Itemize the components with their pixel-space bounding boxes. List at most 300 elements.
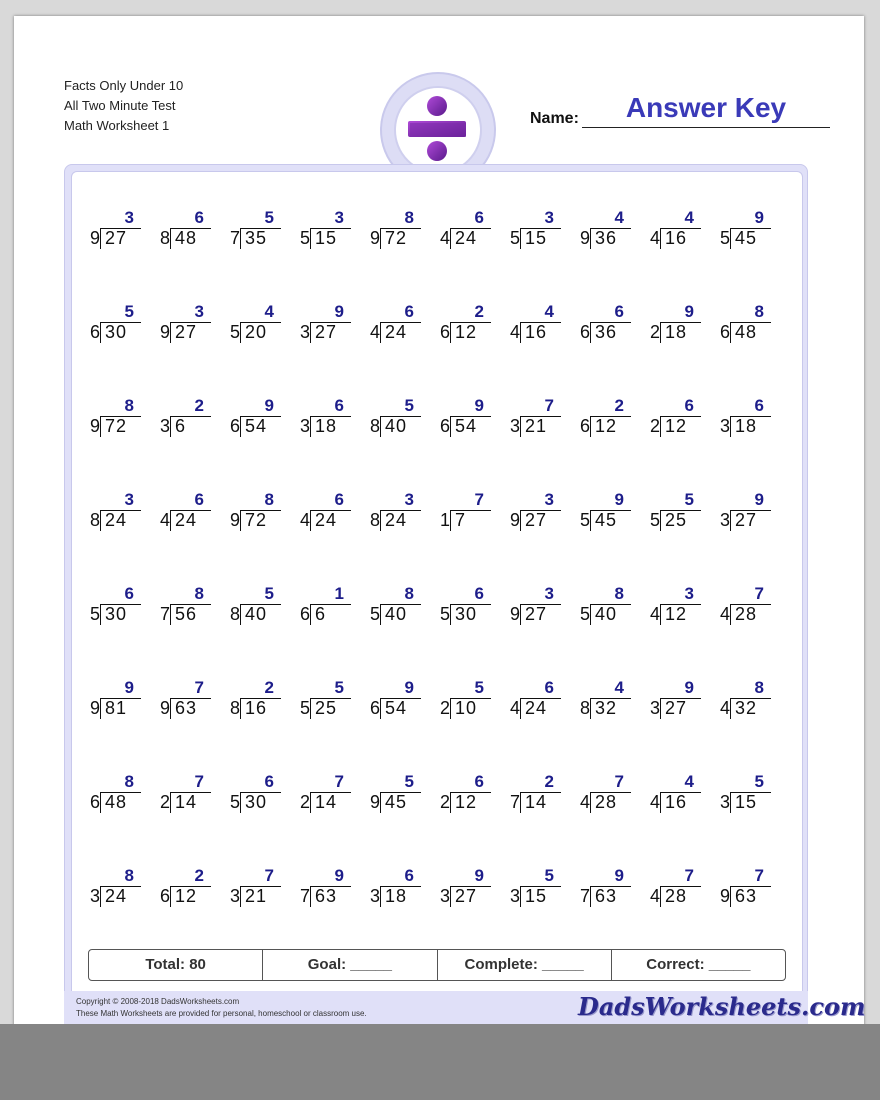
quotient-answer: 9 (684, 302, 694, 321)
correct-field[interactable]: Correct: _____ (646, 956, 751, 973)
divisor: 5 (299, 228, 310, 248)
logo-inner (394, 86, 482, 174)
quotient-answer: 6 (474, 772, 484, 791)
divisor: 5 (89, 604, 100, 624)
quotient-answer: 8 (614, 584, 624, 603)
dividend: 72 (245, 510, 268, 530)
quotient-answer: 6 (124, 584, 134, 603)
quotient-answer: 4 (684, 772, 694, 791)
dividend: 14 (315, 792, 338, 812)
dividend: 48 (105, 792, 128, 812)
dividend: 54 (245, 416, 268, 436)
quotient-answer: 2 (194, 396, 204, 415)
division-problem (716, 866, 780, 910)
divisor: 6 (159, 886, 170, 906)
divisor: 7 (229, 228, 240, 248)
quotient-answer: 9 (474, 396, 484, 415)
quotient-answer: 3 (124, 208, 134, 227)
worksheet-subtitle-2: All Two Minute Test (64, 98, 176, 113)
division-problem (156, 208, 220, 252)
dividend: 20 (245, 322, 268, 342)
divisor: 4 (299, 510, 310, 530)
quotient-answer: 9 (334, 866, 344, 885)
division-problem (226, 584, 290, 628)
dividend: 45 (595, 510, 618, 530)
division-sign-icon (396, 88, 480, 172)
division-problem (86, 678, 150, 722)
division-problem (576, 396, 640, 440)
divisor: 6 (439, 416, 450, 436)
division-problem (436, 772, 500, 816)
division-problem (296, 866, 360, 910)
dividend: 72 (105, 416, 128, 436)
division-problem (716, 208, 780, 252)
dividend: 12 (595, 416, 618, 436)
quotient-answer: 5 (404, 772, 414, 791)
division-problem (226, 772, 290, 816)
divisor: 3 (719, 792, 730, 812)
quotient-answer: 2 (264, 678, 274, 697)
dividend: 45 (385, 792, 408, 812)
quotient-answer: 3 (684, 584, 694, 603)
dividend: 40 (595, 604, 618, 624)
worksheet-subtitle-3: Math Worksheet 1 (64, 118, 170, 133)
divisor: 4 (369, 322, 380, 342)
divisor: 3 (719, 510, 730, 530)
division-problem (366, 208, 430, 252)
divisor: 9 (369, 228, 380, 248)
dividend: 12 (175, 886, 198, 906)
division-problem (296, 772, 360, 816)
quotient-answer: 8 (754, 678, 764, 697)
division-problem (646, 396, 710, 440)
division-problem (86, 208, 150, 252)
division-problem (576, 208, 640, 252)
divisor: 5 (439, 604, 450, 624)
quotient-answer: 9 (614, 490, 624, 509)
division-problem (506, 208, 570, 252)
division-problem (646, 866, 710, 910)
divisor: 6 (89, 792, 100, 812)
division-problem (716, 772, 780, 816)
division-problem (436, 396, 500, 440)
quotient-answer: 9 (124, 678, 134, 697)
dividend: 16 (525, 322, 548, 342)
divisor: 6 (229, 416, 240, 436)
dividend: 36 (595, 228, 618, 248)
dividend: 16 (665, 792, 688, 812)
quotient-answer: 8 (754, 302, 764, 321)
division-problem (576, 678, 640, 722)
division-problem (86, 772, 150, 816)
divisor: 8 (579, 698, 590, 718)
divisor: 4 (649, 228, 660, 248)
divisor: 9 (579, 228, 590, 248)
divisor: 4 (719, 604, 730, 624)
dividend: 18 (735, 416, 758, 436)
quotient-answer: 3 (124, 490, 134, 509)
quotient-answer: 7 (754, 866, 764, 885)
division-problem (646, 302, 710, 346)
dividend: 21 (525, 416, 548, 436)
divisor: 4 (579, 792, 590, 812)
division-problem (86, 866, 150, 910)
quotient-answer: 7 (684, 866, 694, 885)
divisor: 6 (439, 322, 450, 342)
dividend: 27 (175, 322, 198, 342)
dividend: 54 (455, 416, 478, 436)
dividend: 24 (385, 510, 408, 530)
quotient-answer: 4 (264, 302, 274, 321)
division-problem (646, 208, 710, 252)
dividend: 12 (665, 416, 688, 436)
divisor: 3 (439, 886, 450, 906)
quotient-answer: 8 (264, 490, 274, 509)
division-problem (226, 208, 290, 252)
division-problem (576, 302, 640, 346)
dividend: 21 (245, 886, 268, 906)
total-count: Total: 80 (89, 950, 263, 980)
quotient-answer: 9 (474, 866, 484, 885)
division-problem (506, 302, 570, 346)
quotient-answer: 9 (614, 866, 624, 885)
division-problem (436, 490, 500, 534)
quotient-answer: 1 (334, 584, 344, 603)
worksheet-page (14, 16, 864, 1036)
quotient-answer: 8 (124, 866, 134, 885)
quotient-answer: 6 (474, 208, 484, 227)
dividend: 14 (525, 792, 548, 812)
divisor: 7 (509, 792, 520, 812)
division-problem (716, 584, 780, 628)
division-problem (366, 584, 430, 628)
dividend: 27 (105, 228, 128, 248)
division-problem (226, 866, 290, 910)
division-problem (576, 866, 640, 910)
divisor: 4 (509, 698, 520, 718)
dividend: 12 (455, 792, 478, 812)
worksheet-subtitle-1: Facts Only Under 10 (64, 78, 184, 93)
usage-notice: These Math Worksheets are provided for personal, homeschool or classroom use. (76, 1009, 367, 1018)
dividend: 15 (735, 792, 758, 812)
divisor: 6 (299, 604, 310, 624)
divisor: 3 (299, 416, 310, 436)
quotient-answer: 2 (474, 302, 484, 321)
divisor: 5 (229, 792, 240, 812)
quotient-answer: 6 (334, 396, 344, 415)
dividend: 16 (245, 698, 268, 718)
quotient-answer: 6 (404, 866, 414, 885)
quotient-answer: 5 (334, 678, 344, 697)
divisor: 4 (439, 228, 450, 248)
divisor: 5 (369, 604, 380, 624)
dividend: 18 (385, 886, 408, 906)
quotient-answer: 9 (264, 396, 274, 415)
division-problem (156, 302, 220, 346)
division-problem (156, 772, 220, 816)
dividend: 16 (665, 228, 688, 248)
quotient-answer: 3 (544, 490, 554, 509)
divisor: 3 (159, 416, 170, 436)
name-field-line[interactable] (582, 127, 830, 128)
dividend: 28 (665, 886, 688, 906)
divisor: 2 (649, 322, 660, 342)
divisor: 2 (439, 698, 450, 718)
divisor: 9 (159, 322, 170, 342)
dividend: 10 (455, 698, 478, 718)
division-problem (226, 396, 290, 440)
dividend: 40 (385, 604, 408, 624)
division-problem (296, 490, 360, 534)
quotient-answer: 5 (264, 208, 274, 227)
brand-logo[interactable]: DadsWorksheets.com (578, 992, 866, 1021)
divisor: 9 (369, 792, 380, 812)
quotient-answer: 9 (404, 678, 414, 697)
quotient-answer: 2 (544, 772, 554, 791)
division-problem (436, 208, 500, 252)
copyright-block (76, 996, 367, 1020)
dividend: 27 (735, 510, 758, 530)
dividend: 30 (105, 604, 128, 624)
division-problem (366, 490, 430, 534)
division-problem (296, 396, 360, 440)
divisor: 3 (89, 886, 100, 906)
division-problem (506, 678, 570, 722)
dividend: 12 (455, 322, 478, 342)
divisor: 1 (439, 510, 450, 530)
dividend: 24 (175, 510, 198, 530)
dividend: 27 (525, 604, 548, 624)
division-problem (506, 584, 570, 628)
dividend: 63 (595, 886, 618, 906)
divisor: 3 (229, 886, 240, 906)
quotient-answer: 2 (614, 396, 624, 415)
division-problem (366, 678, 430, 722)
division-problem (366, 772, 430, 816)
dividend: 6 (315, 604, 327, 624)
quotient-answer: 6 (544, 678, 554, 697)
quotient-answer: 5 (264, 584, 274, 603)
dividend: 15 (525, 886, 548, 906)
dividend: 27 (665, 698, 688, 718)
dividend: 54 (385, 698, 408, 718)
dividend: 35 (245, 228, 268, 248)
quotient-answer: 3 (544, 208, 554, 227)
divisor: 5 (649, 510, 660, 530)
divisor: 9 (229, 510, 240, 530)
divisor: 6 (579, 322, 590, 342)
dividend: 72 (385, 228, 408, 248)
goal-field[interactable]: Goal: _____ (263, 950, 437, 980)
division-problem (156, 396, 220, 440)
quotient-answer: 8 (404, 208, 414, 227)
dividend: 30 (105, 322, 128, 342)
division-problem (86, 396, 150, 440)
dividend: 25 (315, 698, 338, 718)
dividend: 48 (175, 228, 198, 248)
divisor: 8 (369, 510, 380, 530)
division-problem (296, 302, 360, 346)
quotient-answer: 7 (474, 490, 484, 509)
dividend: 63 (315, 886, 338, 906)
quotient-answer: 6 (614, 302, 624, 321)
dividend: 63 (175, 698, 198, 718)
divisor: 3 (299, 322, 310, 342)
division-problem (226, 490, 290, 534)
dividend: 28 (735, 604, 758, 624)
quotient-answer: 9 (684, 678, 694, 697)
divisor: 9 (159, 698, 170, 718)
division-problem (436, 584, 500, 628)
divisor: 8 (229, 604, 240, 624)
dividend: 24 (315, 510, 338, 530)
division-problem (436, 866, 500, 910)
division-problem (716, 396, 780, 440)
divisor: 3 (509, 886, 520, 906)
divisor: 3 (369, 886, 380, 906)
divisor: 8 (159, 228, 170, 248)
quotient-answer: 7 (754, 584, 764, 603)
quotient-answer: 9 (754, 490, 764, 509)
quotient-answer: 6 (474, 584, 484, 603)
dividend: 36 (595, 322, 618, 342)
quotient-answer: 7 (334, 772, 344, 791)
division-problem (226, 678, 290, 722)
dividend: 27 (525, 510, 548, 530)
dividend: 24 (455, 228, 478, 248)
dividend: 18 (665, 322, 688, 342)
divisor: 4 (649, 792, 660, 812)
division-problem (716, 678, 780, 722)
divisor: 5 (229, 322, 240, 342)
quotient-answer: 7 (194, 772, 204, 791)
division-problem (436, 678, 500, 722)
footer (64, 991, 866, 1025)
name-label: Name: (530, 110, 579, 127)
divisor: 3 (509, 416, 520, 436)
dividend: 32 (595, 698, 618, 718)
divisor: 2 (439, 792, 450, 812)
quotient-answer: 9 (334, 302, 344, 321)
dividend: 14 (175, 792, 198, 812)
quotient-answer: 3 (404, 490, 414, 509)
division-problem (296, 584, 360, 628)
divisor: 8 (369, 416, 380, 436)
quotient-answer: 7 (194, 678, 204, 697)
dividend: 15 (315, 228, 338, 248)
divisor: 6 (369, 698, 380, 718)
quotient-answer: 8 (124, 772, 134, 791)
division-problem (366, 302, 430, 346)
divisor: 6 (719, 322, 730, 342)
quotient-answer: 6 (264, 772, 274, 791)
divisor: 7 (159, 604, 170, 624)
dividend: 12 (665, 604, 688, 624)
division-problem (646, 678, 710, 722)
quotient-answer: 6 (684, 396, 694, 415)
division-problem (296, 208, 360, 252)
quotient-answer: 8 (194, 584, 204, 603)
quotient-answer: 4 (544, 302, 554, 321)
quotient-answer: 7 (614, 772, 624, 791)
dividend: 48 (735, 322, 758, 342)
division-problem (156, 490, 220, 534)
quotient-answer: 5 (754, 772, 764, 791)
divisor: 2 (159, 792, 170, 812)
divisor: 3 (719, 416, 730, 436)
complete-field[interactable]: Complete: _____ (438, 950, 612, 980)
divisor: 9 (719, 886, 730, 906)
divisor: 6 (89, 322, 100, 342)
dividend: 30 (455, 604, 478, 624)
quotient-answer: 4 (614, 208, 624, 227)
worksheet-header (64, 76, 183, 136)
divisor: 5 (299, 698, 310, 718)
dividend: 25 (665, 510, 688, 530)
dividend: 56 (175, 604, 198, 624)
dividend: 32 (735, 698, 758, 718)
dividend: 6 (175, 416, 187, 436)
divisor: 5 (579, 604, 590, 624)
quotient-answer: 9 (754, 208, 764, 227)
divisor: 4 (509, 322, 520, 342)
quotient-answer: 7 (264, 866, 274, 885)
quotient-answer: 6 (334, 490, 344, 509)
division-problem (366, 396, 430, 440)
divisor: 4 (719, 698, 730, 718)
division-problem (506, 772, 570, 816)
division-problem (156, 584, 220, 628)
division-problem (506, 396, 570, 440)
divisor: 3 (649, 698, 660, 718)
quotient-answer: 6 (404, 302, 414, 321)
dividend: 27 (315, 322, 338, 342)
division-problem (506, 866, 570, 910)
quotient-answer: 5 (474, 678, 484, 697)
divisor: 9 (89, 698, 100, 718)
quotient-answer: 3 (194, 302, 204, 321)
dividend: 40 (385, 416, 408, 436)
divisor: 2 (299, 792, 310, 812)
division-problem (436, 302, 500, 346)
quotient-answer: 7 (544, 396, 554, 415)
division-problem (506, 490, 570, 534)
divisor: 5 (509, 228, 520, 248)
division-problem (646, 490, 710, 534)
division-problem (576, 772, 640, 816)
division-problem (576, 490, 640, 534)
quotient-answer: 5 (404, 396, 414, 415)
dividend: 28 (595, 792, 618, 812)
quotient-answer: 2 (194, 866, 204, 885)
dividend: 24 (385, 322, 408, 342)
divisor: 8 (89, 510, 100, 530)
division-problem (716, 302, 780, 346)
quotient-answer: 6 (194, 208, 204, 227)
divisor: 8 (229, 698, 240, 718)
totals-bar (88, 949, 786, 981)
division-problem (86, 302, 150, 346)
divisor: 9 (89, 228, 100, 248)
divisor: 9 (509, 510, 520, 530)
division-problem (576, 584, 640, 628)
division-problem (86, 584, 150, 628)
division-problem (86, 490, 150, 534)
dividend: 24 (105, 886, 128, 906)
divisor: 5 (719, 228, 730, 248)
divisor: 7 (579, 886, 590, 906)
divisor: 2 (649, 416, 660, 436)
